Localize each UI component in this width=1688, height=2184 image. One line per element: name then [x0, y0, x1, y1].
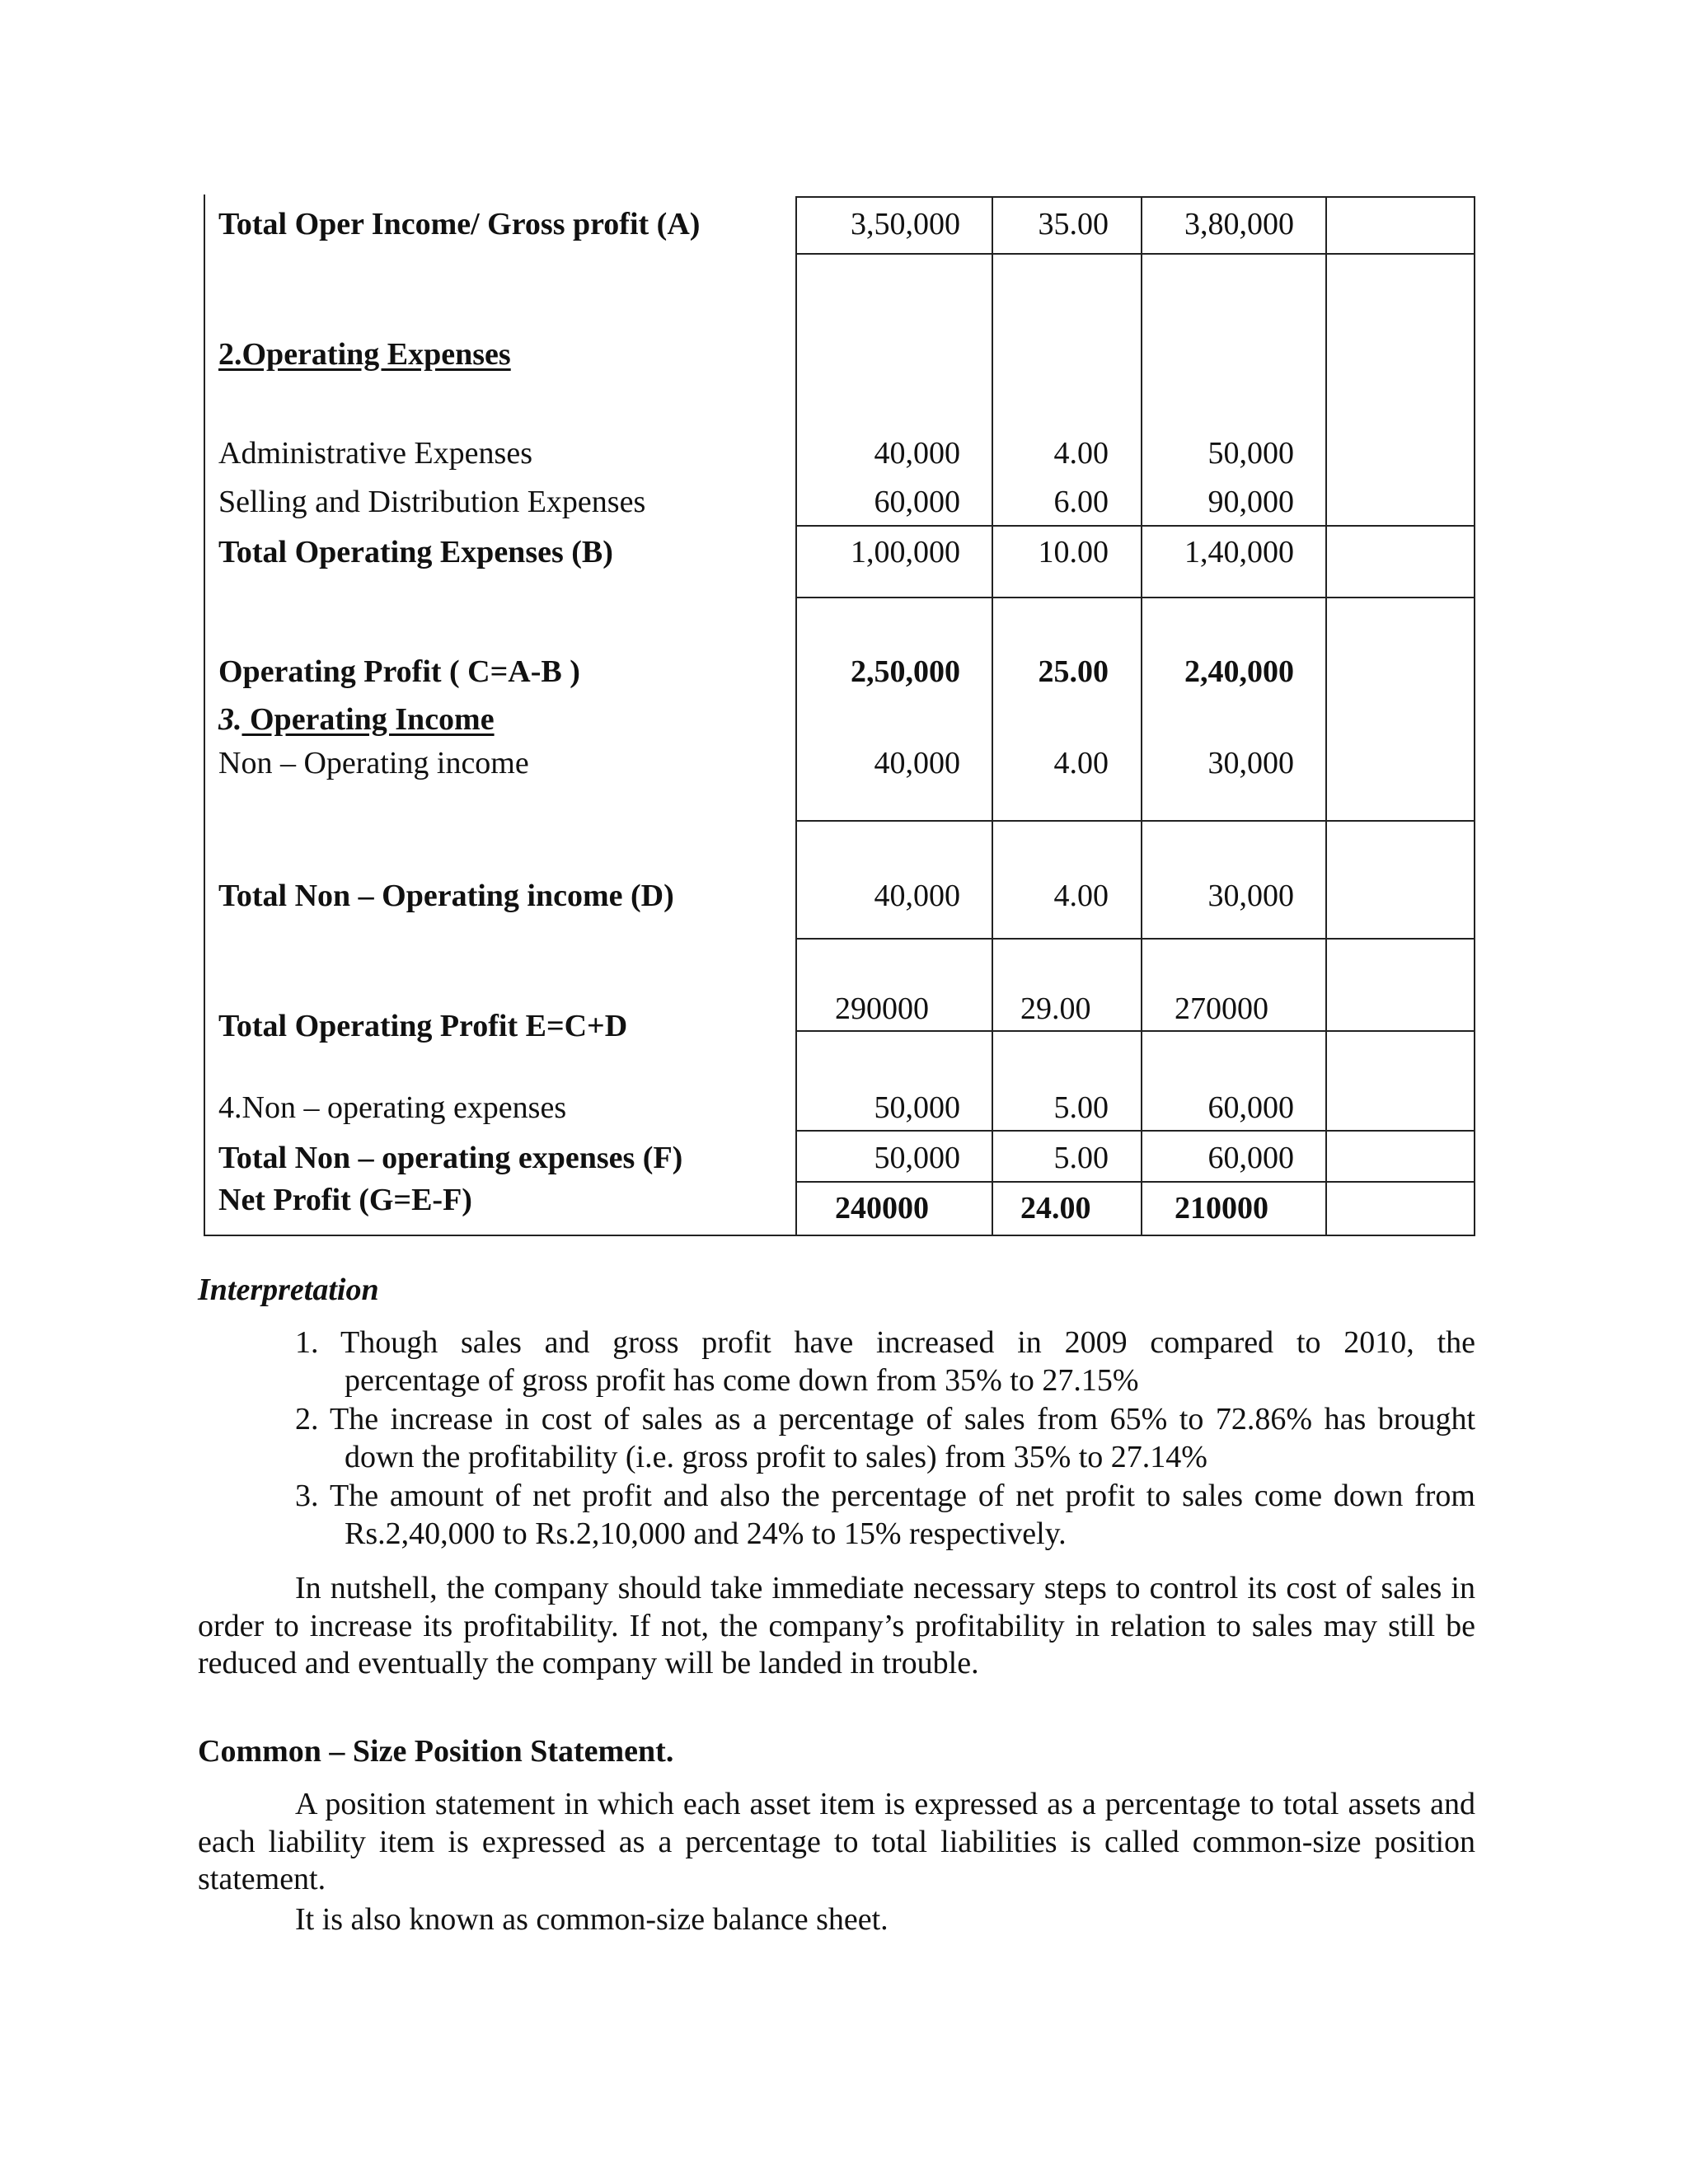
common-size-note: It is also known as common-size balance sheet. [295, 1902, 889, 1937]
row-line [795, 1130, 1475, 1132]
row-line [795, 1181, 1475, 1183]
row-line [795, 820, 1475, 822]
cell-percent: 4.00 [1053, 436, 1109, 471]
interpretation-summary: In nutshell, the company should take immediate necessary steps to control its cost of sales in order to increase its profitability. If not, the company’s profitability in relation to sales may still be reduced and eventually the company will be landed in trouble. [198, 1571, 1475, 1680]
column-divider [992, 196, 993, 1236]
cell-percent: 4.00 [1053, 879, 1109, 913]
row-line [795, 525, 1475, 527]
list-number: 1. [295, 1325, 319, 1360]
table-right-border [1474, 196, 1475, 1236]
section-heading-operating-expenses: 2.Operating Expenses [218, 337, 511, 372]
list-item-line: Though sales and gross profit have increased in 2009 compared to 2010, the [340, 1327, 1475, 1360]
cell-value: 240000 [835, 1191, 929, 1226]
cell-value: 1,40,000 [1184, 535, 1294, 569]
cell-percent: 5.00 [1053, 1090, 1109, 1125]
row-label-net-profit: Net Profit (G=E-F) [218, 1183, 472, 1217]
cell-percent: 6.00 [1053, 485, 1109, 519]
section-title: Operating Income [241, 702, 495, 737]
row-label-selling-distribution: Selling and Distribution Expenses [218, 485, 646, 519]
list-item-line: percentage of gross profit has come down from 35% to 27.15% [345, 1363, 1139, 1398]
column-divider [1325, 196, 1327, 1236]
cell-value: 210000 [1175, 1191, 1268, 1226]
cell-value: 60,000 [1207, 1090, 1294, 1125]
cell-value: 50,000 [874, 1090, 960, 1125]
cell-value: 50,000 [874, 1141, 960, 1175]
cell-value: 270000 [1175, 991, 1268, 1026]
cell-value: 50,000 [1207, 436, 1294, 471]
row-line [795, 597, 1475, 598]
row-label-non-operating-income: Non – Operating income [218, 746, 529, 780]
cell-percent: 25.00 [1038, 654, 1109, 689]
common-size-paragraph: A position statement in which each asset item is expressed as a percentage to total assets and each liability item is expressed as a percentage to total liabilities is called common-size position statement. [198, 1787, 1475, 1896]
section-number: 3. [218, 702, 242, 737]
row-label-total-non-operating-expenses: Total Non – operating expenses (F) [218, 1141, 683, 1175]
list-item-line: The amount of net profit and also the percentage of net profit to sales come down from [330, 1480, 1475, 1513]
list-item-line: down the profitability (i.e. gross profit to sales) from 35% to 27.14% [345, 1440, 1207, 1474]
cell-value: 40,000 [874, 436, 960, 471]
cell-value: 60,000 [874, 485, 960, 519]
cell-percent: 10.00 [1038, 535, 1109, 569]
list-item-line: Rs.2,40,000 to Rs.2,10,000 and 24% to 15% respectively. [345, 1516, 1067, 1551]
column-divider [795, 196, 797, 1236]
row-line [795, 253, 1475, 255]
row-label-administrative: Administrative Expenses [218, 436, 532, 471]
row-label-total-operating-expenses: Total Operating Expenses (B) [218, 535, 613, 569]
cell-percent: 29.00 [1020, 991, 1091, 1026]
cell-value: 2,50,000 [851, 654, 960, 689]
common-size-heading: Common – Size Position Statement. [198, 1734, 674, 1769]
cell-percent: 24.00 [1020, 1191, 1091, 1226]
row-line [795, 196, 1475, 198]
cell-percent: 35.00 [1038, 207, 1109, 241]
cell-value: 40,000 [874, 879, 960, 913]
section-heading-operating-income [218, 704, 495, 735]
cell-value: 1,00,000 [851, 535, 960, 569]
cell-value: 90,000 [1207, 485, 1294, 519]
list-number: 2. [295, 1402, 319, 1436]
interpretation-heading: Interpretation [198, 1272, 379, 1307]
cell-value: 3,80,000 [1184, 207, 1294, 241]
list-item-line: The increase in cost of sales as a percentage of sales from 65% to 72.86% has brought [330, 1404, 1475, 1436]
cell-value: 290000 [835, 991, 929, 1026]
row-label-operating-profit: Operating Profit ( C=A-B ) [218, 654, 580, 689]
list-number: 3. [295, 1479, 319, 1513]
cell-value: 30,000 [1207, 746, 1294, 780]
row-label-non-operating-expenses: 4.Non – operating expenses [218, 1090, 567, 1125]
cell-value: 30,000 [1207, 879, 1294, 913]
table-left-border [204, 194, 205, 1236]
column-divider [1141, 196, 1142, 1236]
row-label-total-non-operating-income: Total Non – Operating income (D) [218, 879, 674, 913]
cell-value: 3,50,000 [851, 207, 960, 241]
cell-percent: 4.00 [1053, 746, 1109, 780]
cell-value: 2,40,000 [1184, 654, 1294, 689]
row-line [795, 1030, 1475, 1032]
row-label-total-operating-profit: Total Operating Profit E=C+D [218, 1009, 628, 1043]
table-bottom-border [204, 1235, 1475, 1236]
row-label-gross-profit: Total Oper Income/ Gross profit (A) [218, 207, 701, 241]
cell-percent: 5.00 [1053, 1141, 1109, 1175]
cell-value: 40,000 [874, 746, 960, 780]
cell-value: 60,000 [1207, 1141, 1294, 1175]
row-line [795, 938, 1475, 940]
